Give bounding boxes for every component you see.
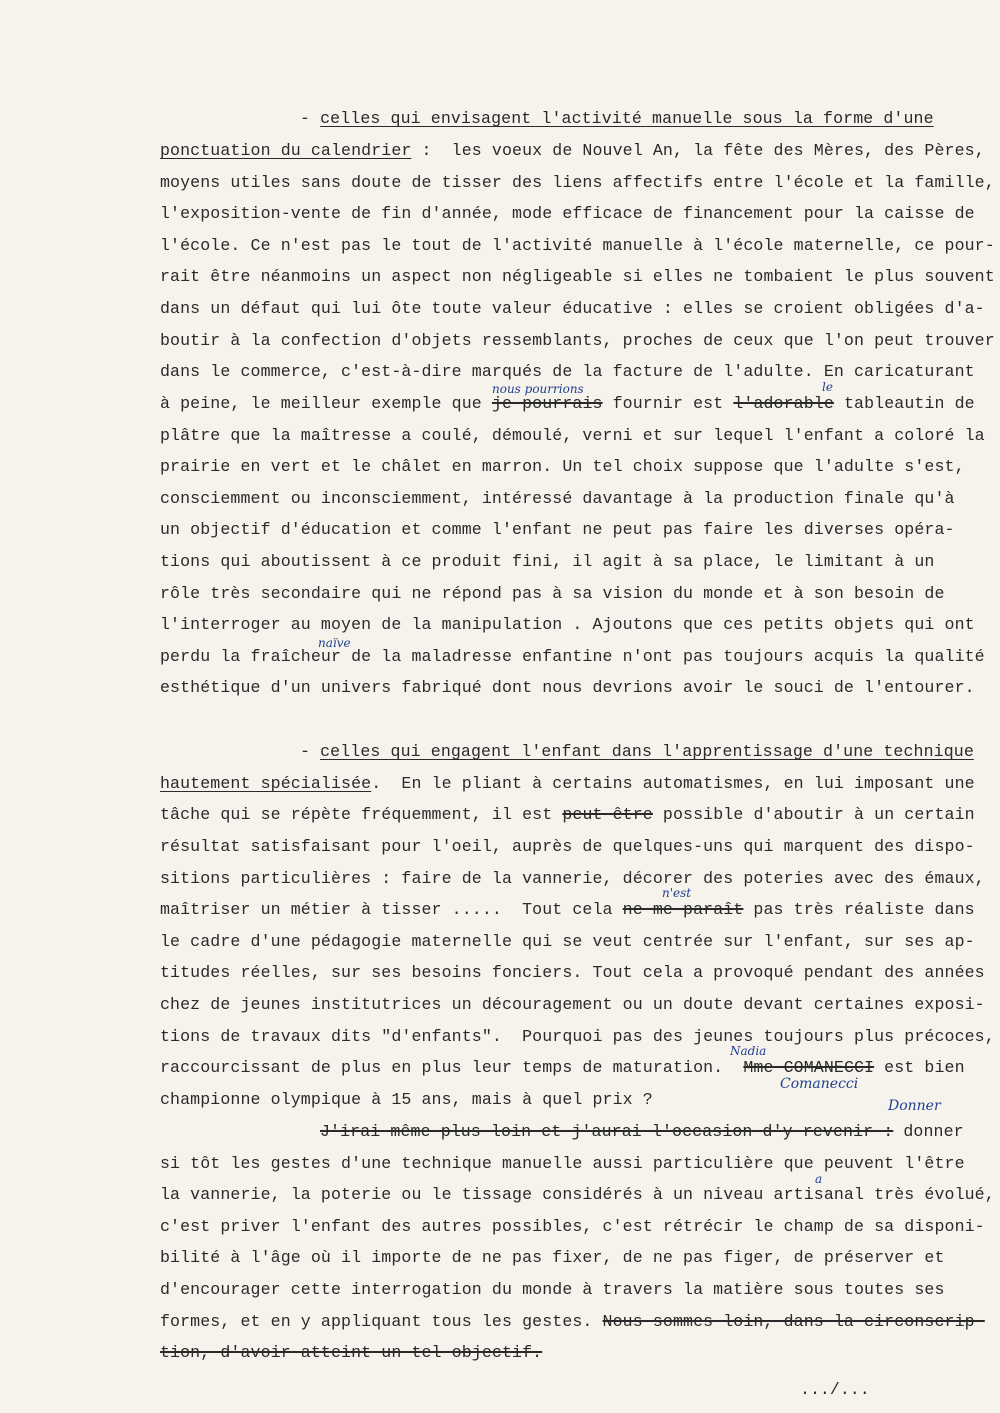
p1-line-10: à peine, le meilleur exemple que je pourrais fournir est l'adorable tableautin de (160, 394, 975, 413)
p1-line-2: ponctuation du calendrier : les voeux de Nouvel An, la fête des Mères, des Pères, (160, 141, 985, 160)
annotation-donner: Donner (888, 1098, 941, 1114)
annotation-nadia: Nadia (730, 1044, 767, 1058)
p3-line-3: la vannerie, la poterie ou le tissage considérés à un niveau artisanal très évolué, (160, 1185, 995, 1204)
p2-line-1: - celles qui engagent l'enfant dans l'apprentissage d'une technique (300, 742, 974, 761)
p1-line-18: perdu la fraîcheur de la maladresse enfantine n'ont pas toujours acquis la qualité (160, 647, 985, 666)
p1-line-3: moyens utiles sans doute de tisser des liens affectifs entre l'école et la famille, (160, 173, 995, 192)
p2-line-6: maîtriser un métier à tisser ..... Tout cela ne me paraît pas très réaliste dans (160, 900, 975, 919)
p1-line-16: rôle très secondaire qui ne répond pas à sa vision du monde et à son besoin de (160, 584, 945, 603)
p2-line-4: résultat satisfaisant pour l'oeil, auprès de quelques-uns qui marquent des dispo- (160, 837, 975, 856)
p2-line-12: championne olympique à 15 ans, mais à quel prix ? (160, 1090, 653, 1109)
p1-line-13: consciemment ou inconsciemment, intéressé davantage à la production finale qu'à (160, 489, 955, 508)
p3-line-7: formes, et en y appliquant tous les gestes. Nous sommes loin, dans la circonscrip- (160, 1312, 985, 1331)
p2-line-8: titudes réelles, sur ses besoins fonciers. Tout cela a provoqué pendant des années (160, 963, 985, 982)
p1-line-15: tions qui aboutissent à ce produit fini, il agit à sa place, le limitant à un (160, 552, 935, 571)
p1-line-14: un objectif d'éducation et comme l'enfant ne peut pas faire les diverses opéra- (160, 520, 955, 539)
p1-line-5: l'école. Ce n'est pas le tout de l'activité manuelle à l'école maternelle, ce pour- (160, 236, 995, 255)
p2-line-10: tions de travaux dits "d'enfants". Pourquoi pas des jeunes toujours plus précoces, (160, 1027, 995, 1046)
p2-line-9: chez de jeunes institutrices un découragement ou un doute devant certaines exposi- (160, 995, 985, 1014)
p1-line-1: - celles qui envisagent l'activité manuelle sous la forme d'une (300, 109, 934, 128)
p3-line-4: c'est priver l'enfant des autres possibles, c'est rétrécir le champ de sa disponi- (160, 1217, 985, 1236)
p1-line-17: l'interroger au moyen de la manipulation . Ajoutons que ces petits objets qui ont (160, 615, 975, 634)
p1-line-9: dans le commerce, c'est-à-dire marqués de la facture de l'adulte. En caricaturant (160, 362, 975, 381)
p2-line-7: le cadre d'une pédagogie maternelle qui se veut centrée sur l'enfant, sur ses ap- (160, 932, 975, 951)
p2-line-5: sitions particulières : faire de la vannerie, décorer des poteries avec des émaux, (160, 869, 985, 888)
annotation-a: a (815, 1172, 823, 1186)
p2-line-3: tâche qui se répète fréquemment, il est peut-être possible d'aboutir à un certain (160, 805, 975, 824)
p2-line-11: raccourcissant de plus en plus leur temps de maturation. Mme COMANECCI est bien (160, 1058, 965, 1077)
p1-line-11: plâtre que la maîtresse a coulé, démoulé, verni et sur lequel l'enfant a coloré la (160, 426, 985, 445)
p1-line-7: dans un défaut qui lui ôte toute valeur éducative : elles se croient obligées d'a- (160, 299, 985, 318)
page-continuation-mark: .../... (800, 1380, 870, 1399)
p3-line-1: J'irai même plus loin et j'aurai l'occasion d'y revenir : donner (320, 1122, 964, 1141)
p1-line-6: rait être néanmoins un aspect non négligeable si elles ne tombaient le plus souvent (160, 267, 995, 286)
p3-line-6: d'encourager cette interrogation du monde à travers la matière sous toutes ses (160, 1280, 945, 1299)
p1-line-19: esthétique d'un univers fabriqué dont nous devrions avoir le souci de l'entourer. (160, 678, 975, 697)
annotation-naive: naïve (318, 636, 351, 650)
p1-line-12: prairie en vert et le châlet en marron. Un tel choix suppose que l'adulte s'est, (160, 457, 965, 476)
p3-line-2: si tôt les gestes d'une technique manuelle aussi particulière que peuvent l'être (160, 1154, 965, 1173)
p3-line-8: tion, d'avoir atteint un tel objectif. (160, 1343, 543, 1362)
p3-line-5: bilité à l'âge où il importe de ne pas fixer, de ne pas figer, de préserver et (160, 1248, 945, 1267)
annotation-nous-pourrions: nous pourrions (492, 382, 584, 396)
annotation-comanecci: Comanecci (780, 1076, 859, 1092)
p2-line-2: hautement spécialisée. En le pliant à certains automatismes, en lui imposant une (160, 774, 975, 793)
p1-line-8: boutir à la confection d'objets ressemblants, proches de ceux que l'on peut trouver (160, 331, 995, 350)
annotation-le: le (822, 380, 833, 394)
annotation-n-est: n'est (662, 886, 692, 900)
p1-line-4: l'exposition-vente de fin d'année, mode efficace de financement pour la caisse de (160, 204, 975, 223)
